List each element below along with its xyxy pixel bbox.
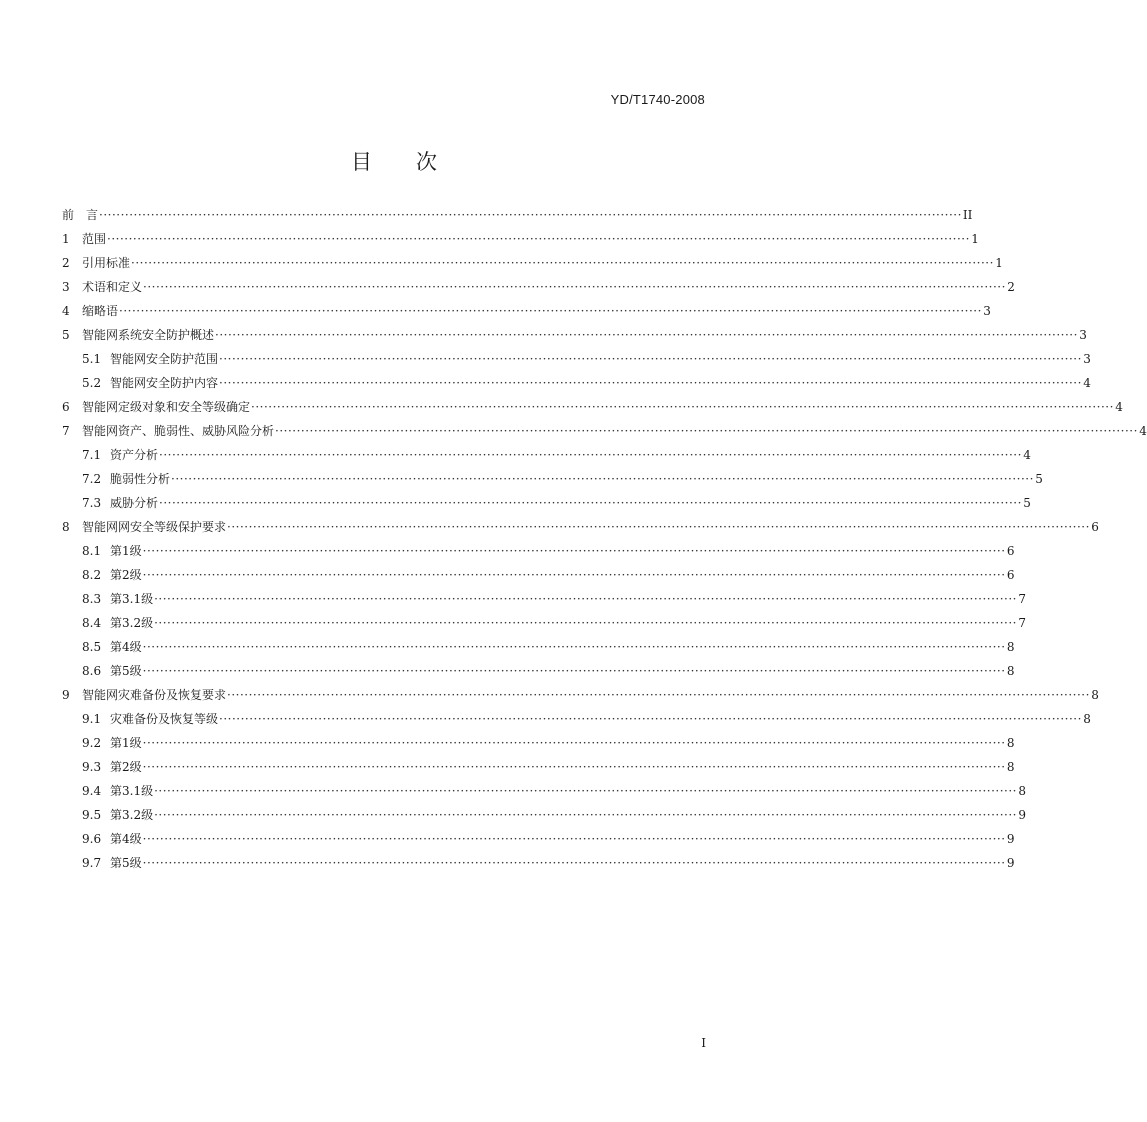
toc-entry[interactable] xyxy=(62,251,1003,275)
toc-entry-title: 术语和定义 xyxy=(82,280,143,294)
toc-entry-page: 7 xyxy=(1018,592,1026,606)
toc-entry-title: 第4级 xyxy=(110,832,142,846)
toc-entry-number: 9 xyxy=(62,688,70,702)
toc-entry-title: 第1级 xyxy=(110,544,142,558)
toc-entry-number: 5.2 xyxy=(82,376,102,390)
toc-entry-page: 8 xyxy=(1091,688,1099,702)
toc-entry[interactable] xyxy=(62,707,1091,731)
toc-entry[interactable] xyxy=(62,443,1031,467)
toc-entry-title: 智能网定级对象和安全等级确定 xyxy=(82,400,251,414)
dot-leader: ········································································································································································································ xyxy=(99,208,962,222)
toc-entry-page: 4 xyxy=(1115,400,1123,414)
dot-leader: ········································································································································································································ xyxy=(142,856,1006,870)
document-code: YD/T1740-2008 xyxy=(610,92,705,107)
dot-leader: ········································································································································································································ xyxy=(154,616,1017,630)
toc-entry-number: 8.6 xyxy=(82,664,102,678)
toc-entry-page: 1 xyxy=(995,256,1003,270)
toc-entry-title: 第3.2级 xyxy=(110,616,154,630)
toc-entry[interactable] xyxy=(62,827,1015,851)
toc-entry[interactable] xyxy=(62,371,1091,395)
toc-entry[interactable] xyxy=(62,227,979,251)
toc-entry[interactable] xyxy=(62,563,1015,587)
toc-entry-page: 6 xyxy=(1006,544,1015,558)
toc-entry-page: 6 xyxy=(1006,568,1015,582)
toc-entry[interactable] xyxy=(62,299,991,323)
toc-entry[interactable] xyxy=(62,323,1087,347)
dot-leader: ········································································································································································································ xyxy=(142,736,1006,750)
dot-leader: ········································································································································································································ xyxy=(142,664,1006,678)
toc-entry-number: 8.4 xyxy=(82,616,102,630)
toc-entry-page: 8 xyxy=(1083,712,1091,726)
toc-entry[interactable] xyxy=(62,275,1015,299)
toc-entry-number: 2 xyxy=(62,256,70,270)
toc-entry-page: 1 xyxy=(971,232,979,246)
toc-entry-title: 范围 xyxy=(82,232,107,246)
toc-entry-page: 8 xyxy=(1006,664,1015,678)
toc-entry[interactable] xyxy=(62,467,1043,491)
dot-leader: ········································································································································································································ xyxy=(142,832,1006,846)
dot-leader: ········································································································································································································ xyxy=(171,472,1034,486)
toc-entry-page: 6 xyxy=(1091,520,1099,534)
page-title xyxy=(0,146,788,176)
toc-entry-title: 第5级 xyxy=(110,856,142,870)
toc-entry[interactable] xyxy=(62,731,1015,755)
toc-entry-page: 3 xyxy=(983,304,991,318)
toc-entry[interactable] xyxy=(62,419,1147,443)
toc-entry[interactable] xyxy=(62,755,1015,779)
toc-entry[interactable] xyxy=(62,347,1091,371)
toc-entry-number: 8.3 xyxy=(82,592,102,606)
toc-entry-number: 9.3 xyxy=(82,760,102,774)
toc-entry-page: 9 xyxy=(1018,808,1026,822)
toc-entry[interactable] xyxy=(62,611,1026,635)
toc-entry-page: 3 xyxy=(1079,328,1087,342)
toc-entry-number: 9.4 xyxy=(82,784,102,798)
toc-entry-page: 4 xyxy=(1023,448,1031,462)
dot-leader: ········································································································································································································ xyxy=(154,784,1017,798)
toc-entry-number: 4 xyxy=(62,304,70,318)
toc-entry-number: 9.1 xyxy=(82,712,102,726)
toc-entry-page: 3 xyxy=(1083,352,1091,366)
toc-entry-number: 9.6 xyxy=(82,832,102,846)
toc-entry-title: 第5级 xyxy=(110,664,142,678)
toc-entry-page: 7 xyxy=(1018,616,1026,630)
toc-entry-page: 8 xyxy=(1006,640,1015,654)
toc-entry-title: 智能网安全防护范围 xyxy=(110,352,219,366)
toc-entry-number: 3 xyxy=(62,280,70,294)
toc-entry[interactable] xyxy=(62,851,1015,875)
toc-entry[interactable] xyxy=(62,587,1026,611)
dot-leader: ········································································································································································································ xyxy=(215,328,1078,342)
toc-entry[interactable] xyxy=(62,659,1015,683)
toc-entry-page: 8 xyxy=(1006,760,1015,774)
title-char-1: 目 xyxy=(351,150,372,174)
toc-entry-title: 缩略语 xyxy=(82,304,119,318)
toc-entry-title: 第2级 xyxy=(110,568,142,582)
toc-entry-title: 第1级 xyxy=(110,736,142,750)
dot-leader: ········································································································································································································ xyxy=(142,568,1006,582)
toc-entry-title: 智能网系统安全防护概述 xyxy=(82,328,215,342)
toc-entry-page: 8 xyxy=(1006,736,1015,750)
toc-entry-number: 8 xyxy=(62,520,70,534)
table-of-contents xyxy=(62,203,1147,875)
toc-entry-number: 1 xyxy=(62,232,70,246)
toc-entry-number: 7 xyxy=(62,424,70,438)
toc-entry-number: 9.7 xyxy=(82,856,102,870)
toc-entry[interactable] xyxy=(62,395,1123,419)
toc-entry-title: 脆弱性分析 xyxy=(110,472,171,486)
dot-leader: ········································································································································································································ xyxy=(119,304,982,318)
toc-entry-number: 7.3 xyxy=(82,496,102,510)
toc-entry-number: 9.2 xyxy=(82,736,102,750)
toc-entry-title: 资产分析 xyxy=(110,448,159,462)
dot-leader: ········································································································································································································ xyxy=(143,280,1006,294)
toc-entry-title: 威胁分析 xyxy=(110,496,159,510)
toc-entry-title: 第4级 xyxy=(110,640,142,654)
dot-leader: ········································································································································································································ xyxy=(154,808,1017,822)
toc-entry[interactable] xyxy=(62,779,1026,803)
dot-leader: ········································································································································································································ xyxy=(219,712,1082,726)
toc-entry-page: 2 xyxy=(1007,280,1015,294)
toc-entry-page: 9 xyxy=(1006,832,1015,846)
toc-entry-page: 8 xyxy=(1018,784,1026,798)
dot-leader: ········································································································································································································ xyxy=(219,376,1082,390)
toc-entry-title: 第3.1级 xyxy=(110,592,154,606)
toc-entry[interactable] xyxy=(62,683,1099,707)
toc-entry-number: 6 xyxy=(62,400,70,414)
toc-entry-page: 9 xyxy=(1006,856,1015,870)
dot-leader: ········································································································································································································ xyxy=(219,352,1082,366)
toc-entry[interactable] xyxy=(62,515,1099,539)
toc-entry-title: 智能网资产、脆弱性、威胁风险分析 xyxy=(82,424,275,438)
dot-leader: ········································································································································································································ xyxy=(107,232,970,246)
toc-entry-title: 前 言 xyxy=(62,208,99,222)
title-char-2: 次 xyxy=(416,150,437,174)
toc-entry-title: 智能网安全防护内容 xyxy=(110,376,219,390)
toc-entry-number: 5.1 xyxy=(82,352,102,366)
toc-entry-title: 第3.2级 xyxy=(110,808,154,822)
toc-entry-number: 7.1 xyxy=(82,448,102,462)
dot-leader: ········································································································································································································ xyxy=(251,400,1114,414)
page-number: I xyxy=(701,1036,706,1050)
toc-entry[interactable] xyxy=(62,491,1031,515)
toc-entry-title: 灾难备份及恢复等级 xyxy=(110,712,219,726)
toc-entry[interactable] xyxy=(62,803,1026,827)
dot-leader: ········································································································································································································ xyxy=(154,592,1017,606)
toc-entry[interactable] xyxy=(62,203,973,227)
toc-entry-title: 第3.1级 xyxy=(110,784,154,798)
toc-entry-number: 5 xyxy=(62,328,70,342)
toc-entry-page: 4 xyxy=(1083,376,1091,390)
toc-entry-title: 智能网网安全等级保护要求 xyxy=(82,520,227,534)
dot-leader: ········································································································································································································ xyxy=(227,688,1090,702)
dot-leader: ········································································································································································································ xyxy=(275,424,1138,438)
toc-entry-number: 9.5 xyxy=(82,808,102,822)
toc-entry-title: 引用标准 xyxy=(82,256,131,270)
toc-entry-number: 7.2 xyxy=(82,472,102,486)
toc-entry-page: 5 xyxy=(1035,472,1043,486)
toc-entry-page: II xyxy=(962,208,973,222)
toc-entry-title: 第2级 xyxy=(110,760,142,774)
dot-leader: ········································································································································································································ xyxy=(159,496,1022,510)
dot-leader: ········································································································································································································ xyxy=(142,760,1006,774)
dot-leader: ········································································································································································································ xyxy=(159,448,1022,462)
toc-entry-title: 智能网灾难备份及恢复要求 xyxy=(82,688,227,702)
dot-leader: ········································································································································································································ xyxy=(227,520,1090,534)
toc-entry-page: 5 xyxy=(1023,496,1031,510)
dot-leader: ········································································································································································································ xyxy=(131,256,994,270)
toc-entry-number: 8.5 xyxy=(82,640,102,654)
dot-leader: ········································································································································································································ xyxy=(142,544,1006,558)
toc-entry[interactable] xyxy=(62,635,1015,659)
toc-entry-number: 8.2 xyxy=(82,568,102,582)
toc-entry-number: 8.1 xyxy=(82,544,102,558)
toc-entry-page: 4 xyxy=(1139,424,1147,438)
dot-leader: ········································································································································································································ xyxy=(142,640,1006,654)
toc-entry[interactable] xyxy=(62,539,1015,563)
